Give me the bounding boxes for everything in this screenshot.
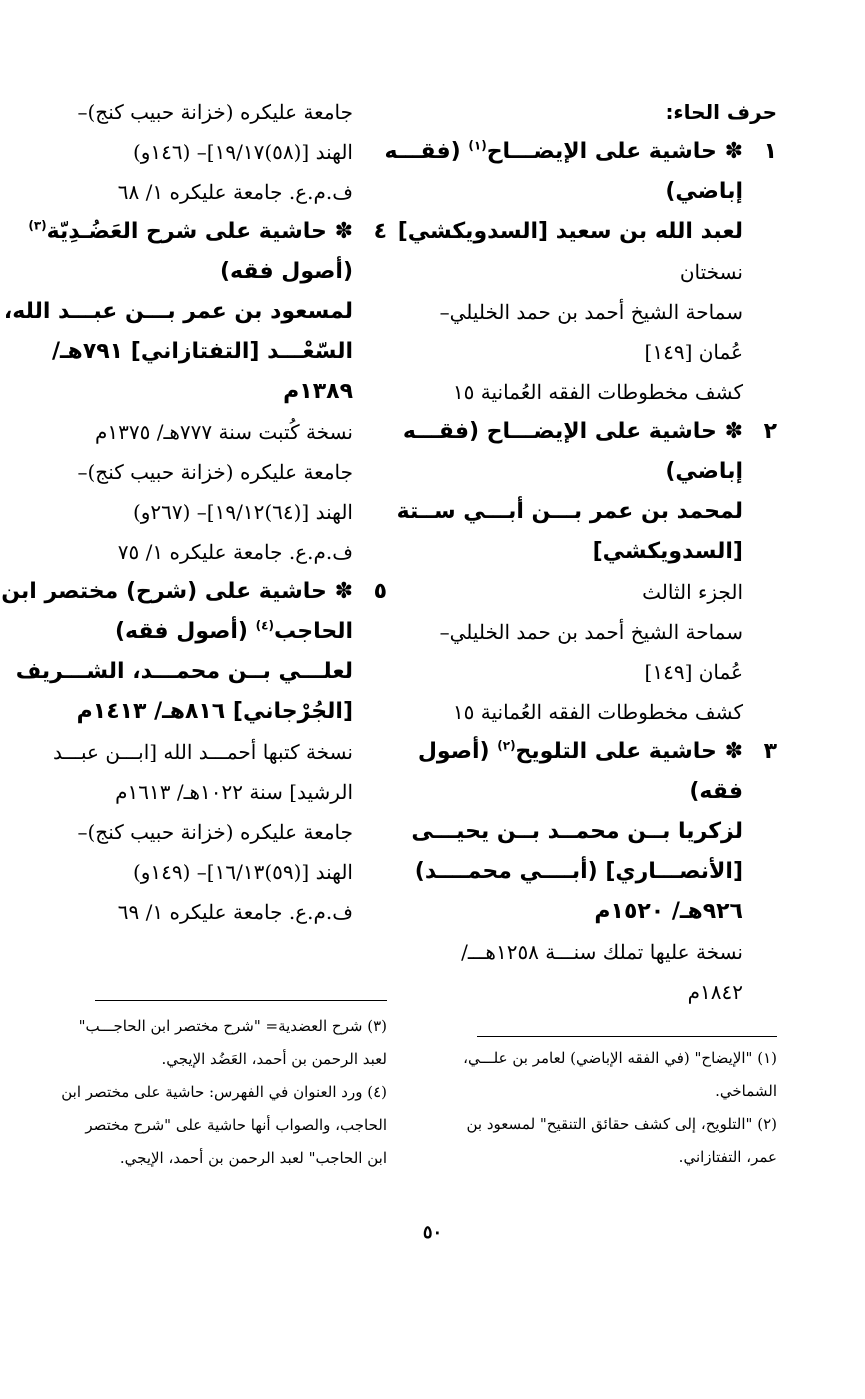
entry-2-title bbox=[402, 412, 777, 452]
entry-2-number: ٢ bbox=[763, 419, 777, 444]
entry-5-title bbox=[1, 572, 387, 612]
entry-5-location-cont: الهند [(٥٩)١٦/١٣]– (١٤٩و) bbox=[132, 860, 353, 884]
entry-1-author: لعبد الله بن سعيد [السدويكشي] bbox=[397, 219, 743, 244]
star-icon: ✽ bbox=[724, 739, 743, 764]
entry-2-location-cont: عُمان [١٤٩] bbox=[644, 660, 743, 684]
entry-2-part: الجزء الثالث bbox=[642, 580, 743, 604]
entry-1-location: سماحة الشيخ أحمد بن حمد الخليلي– bbox=[439, 300, 743, 324]
footnote-ref-3: (٣) bbox=[28, 218, 47, 233]
footnote-2-cont: عمر، التفتازاني. bbox=[678, 1148, 777, 1166]
entry-4-title bbox=[28, 212, 387, 252]
entry-4-copy: نسخة كُتبت سنة ٧٧٧هـ/ ١٣٧٥م bbox=[95, 420, 353, 444]
entry-4-number: ٤ bbox=[373, 219, 387, 244]
footnote-2: (٢) "التلويح، إلى كشف حقائق التنقيح" لمسعود بن bbox=[466, 1115, 777, 1133]
entry-1-copies: نسختان bbox=[679, 260, 743, 284]
entry-3-title-text: حاشية على التلويح bbox=[515, 739, 717, 764]
entry-2-title-text: حاشية على الإيضـــاح (فقـــه bbox=[402, 419, 717, 444]
entry-5-copy: نسخة كتبها أحمـــد الله [ابـــن عبـــد bbox=[52, 740, 353, 764]
star-icon: ✽ bbox=[724, 139, 743, 164]
entry-5-title-text: حاشية على (شرح) مختصر ابن bbox=[1, 579, 327, 604]
entry-3-number: ٣ bbox=[763, 739, 777, 764]
entry-3-author-dates: ٩٢٦هـ/ ١٥٢٠م bbox=[594, 899, 743, 924]
footnote-3-cont: لعبد الرحمن بن أحمد، العَضُد الإيجي. bbox=[161, 1050, 387, 1068]
entry-1-number: ١ bbox=[763, 139, 777, 164]
entry-3-title-cont: فقه) bbox=[689, 779, 743, 804]
entry-1-source: كشف مخطوطات الفقه العُمانية ١٥ bbox=[452, 380, 743, 404]
footnote-1: (١) "الإيضاح" (في الفقه الإباضي) لعامر بن علـــي، bbox=[463, 1049, 777, 1067]
continued-location-cont: الهند [(٥٨)١٩/١٧]– (١٤٦و) bbox=[132, 140, 353, 164]
entry-5-title-cont bbox=[65, 612, 387, 652]
continued-location: جامعة عليكره (خزانة حبيب كنج)– bbox=[77, 100, 353, 124]
entry-4-title-cont: (أصول فقه) bbox=[219, 259, 353, 284]
entry-2-location: سماحة الشيخ أحمد بن حمد الخليلي– bbox=[439, 620, 743, 644]
entry-5-title-cont-text: الحاجب bbox=[273, 619, 353, 644]
entry-4-author-cont: السّعْـــد [التفتازاني] ٧٩١هـ/ bbox=[52, 339, 353, 364]
entry-5-title-tail: (أصول فقه) bbox=[114, 619, 248, 644]
entry-5-number: ٥ bbox=[373, 579, 387, 604]
entry-1-title-cont: إباضي) bbox=[665, 179, 743, 204]
entry-5-location: جامعة عليكره (خزانة حبيب كنج)– bbox=[77, 820, 353, 844]
footnote-1-cont: الشماخي. bbox=[715, 1082, 777, 1100]
entry-4-title-text: حاشية على شرح العَضُـدِيّة bbox=[46, 219, 327, 244]
footnote-divider-left bbox=[95, 1000, 387, 1001]
footnote-divider-right bbox=[477, 1036, 777, 1037]
footnotes-right bbox=[432, 1042, 777, 1174]
footnote-ref-1: (١) bbox=[468, 138, 487, 153]
left-column bbox=[1, 92, 387, 932]
entry-1-title-tail: (فقـــه bbox=[384, 139, 461, 164]
star-icon: ✽ bbox=[334, 579, 353, 604]
entry-1-location-cont: عُمان [١٤٩] bbox=[644, 340, 743, 364]
continued-source: ف.م.ع. جامعة عليكره ١/ ٦٨ bbox=[117, 180, 353, 204]
footnotes-left bbox=[61, 1010, 387, 1175]
entry-3-title bbox=[417, 732, 777, 772]
footnote-4: (٤) ورد العنوان في الفهرس: حاشية على مختصر ابن bbox=[61, 1083, 387, 1101]
entry-4-location-cont: الهند [(٦٤)١٩/١٢]– (٢٦٧و) bbox=[132, 500, 353, 524]
entry-4-author: لمسعود بن عمر بـــن عبـــد الله، bbox=[3, 299, 353, 324]
entry-5-copy-cont: الرشيد] سنة ١٠٢٢هـ/ ١٦١٣م bbox=[115, 780, 353, 804]
footnote-ref-2: (٢) bbox=[497, 738, 516, 753]
entry-1-title-text: حاشية على الإيضـــاح bbox=[486, 139, 717, 164]
entry-3-copy: نسخة عليها تملك سنـــة ١٢٥٨هـــ/ bbox=[461, 940, 743, 964]
entry-3-copy-cont: ١٨٤٢م bbox=[687, 980, 743, 1004]
footnote-ref-4: (٤) bbox=[255, 618, 274, 633]
entry-4-source: ف.م.ع. جامعة عليكره ١/ ٧٥ bbox=[117, 540, 353, 564]
entry-2-author-cont: [السدويكشي] bbox=[592, 539, 743, 564]
entry-3-title-tail: (أصول bbox=[417, 739, 490, 764]
entry-3-author-cont: [الأنصـــاري] (أبــــي محمــــد) bbox=[414, 859, 743, 884]
entry-2-author: لمحمد بن عمر بـــن أبـــي ســتة bbox=[396, 499, 743, 524]
entry-5-source: ف.م.ع. جامعة عليكره ١/ ٦٩ bbox=[117, 900, 353, 924]
entry-1-title bbox=[384, 132, 777, 172]
entry-2-title-cont: إباضي) bbox=[665, 459, 743, 484]
entry-4-author-dates: ١٣٨٩م bbox=[283, 379, 353, 404]
entry-2-source: كشف مخطوطات الفقه العُمانية ١٥ bbox=[452, 700, 743, 724]
star-icon: ✽ bbox=[724, 419, 743, 444]
entry-3-author: لزكريا بــن محمــد بــن يحيـــى bbox=[411, 819, 743, 844]
footnote-3: (٣) شرح العضدية= "شرح مختصر ابن الحاجـــب" bbox=[78, 1017, 387, 1035]
page-number: ٥٠ bbox=[422, 1222, 443, 1243]
right-column bbox=[384, 92, 777, 1012]
entry-4-location: جامعة عليكره (خزانة حبيب كنج)– bbox=[77, 460, 353, 484]
entry-5-author-cont: [الجُرْجاني] ٨١٦هـ/ ١٤١٣م bbox=[76, 699, 353, 724]
footnote-4-cont: الحاجب، والصواب أنها حاشية على "شرح مختصر bbox=[85, 1116, 387, 1134]
star-icon: ✽ bbox=[334, 219, 353, 244]
section-heading: حرف الحاء: bbox=[665, 100, 777, 124]
footnote-4-cont-2: ابن الحاجب" لعبد الرحمن بن أحمد، الإيجي. bbox=[119, 1149, 387, 1167]
entry-5-author: لعلـــي بــن محمـــد، الشـــريف bbox=[15, 659, 353, 684]
